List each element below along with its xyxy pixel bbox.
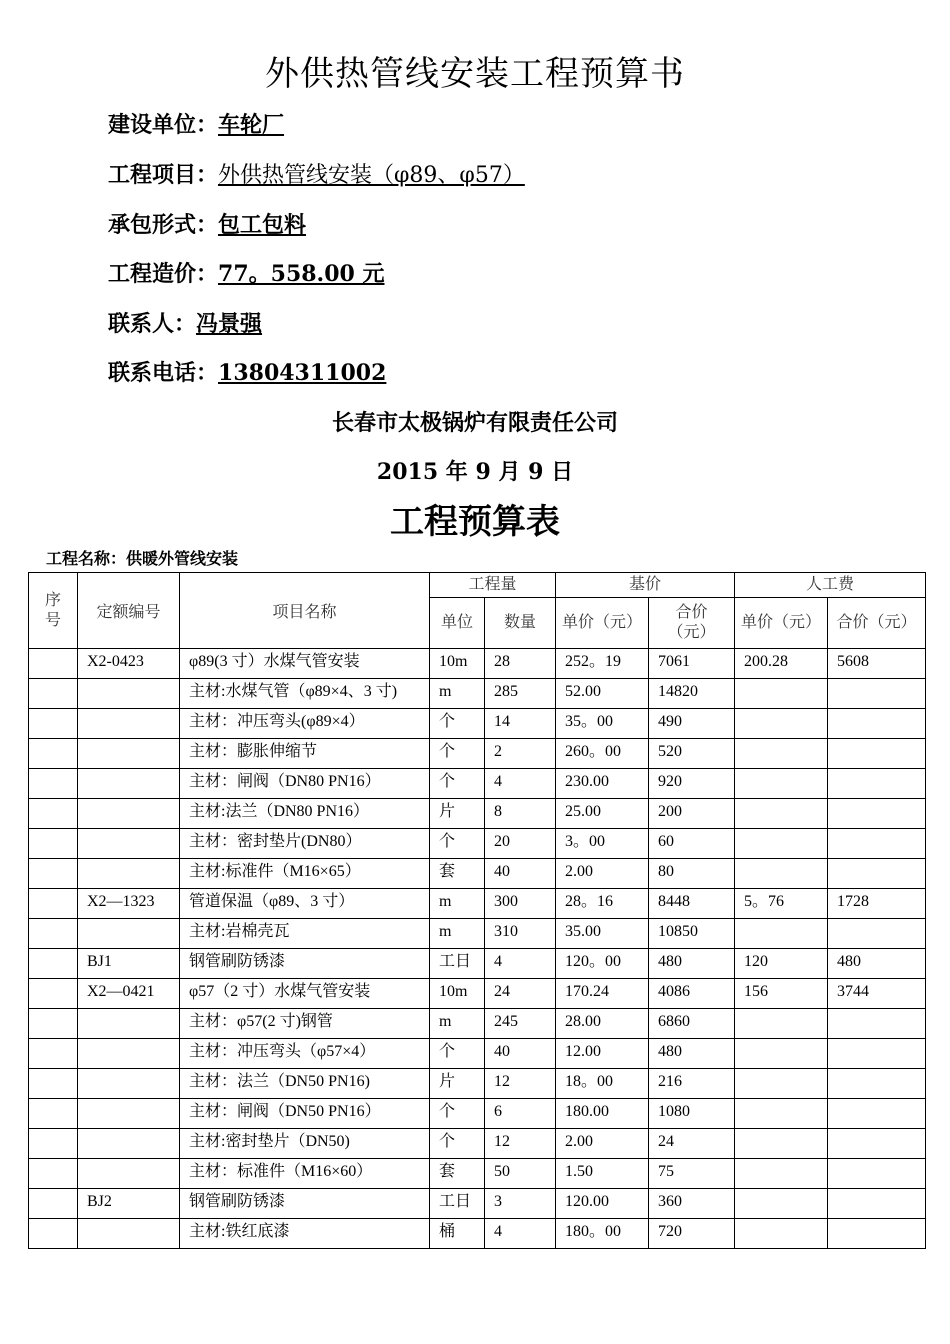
cell-item-name: 主材：冲压弯头（φ57×4） <box>180 1039 430 1069</box>
table-row <box>29 1129 926 1159</box>
info-label: 工程项目： <box>108 162 219 188</box>
cell-quota-code <box>78 1129 180 1159</box>
cell-total-price: 520 <box>649 739 735 769</box>
cell-seq <box>29 1189 78 1219</box>
info-value: 13804311002 <box>218 360 387 386</box>
cell-total-price: 216 <box>649 1069 735 1099</box>
cell-quota-code <box>78 829 180 859</box>
cell-unit-price: 252。19 <box>556 649 649 679</box>
cell-seq <box>29 1159 78 1189</box>
cell-item-name: 钢管刷防锈漆 <box>180 949 430 979</box>
table-header-row <box>29 573 926 598</box>
cell-unit-price: 25.00 <box>556 799 649 829</box>
cell-quantity: 14 <box>485 709 556 739</box>
cell-labor-total <box>828 679 926 709</box>
cell-labor-unit-price <box>735 799 828 829</box>
cell-unit: 个 <box>430 709 485 739</box>
info-value: 外供热管线安装（φ89、φ57） <box>218 163 525 188</box>
cell-seq <box>29 1069 78 1099</box>
cell-unit: 套 <box>430 1159 485 1189</box>
cell-unit: 套 <box>430 859 485 889</box>
cell-labor-unit-price <box>735 859 828 889</box>
cell-labor-unit-price <box>735 919 828 949</box>
cell-quota-code: BJ2 <box>78 1189 180 1219</box>
budget-table <box>28 572 926 1249</box>
cell-total-price: 80 <box>649 859 735 889</box>
cell-quota-code: BJ1 <box>78 949 180 979</box>
cell-labor-total <box>828 1189 926 1219</box>
cell-item-name: 主材：膨胀伸缩节 <box>180 739 430 769</box>
cell-labor-total <box>828 1219 926 1249</box>
cell-quota-code: X2—1323 <box>78 889 180 919</box>
cell-quantity: 245 <box>485 1009 556 1039</box>
cell-labor-total <box>828 709 926 739</box>
cell-labor-unit-price <box>735 1099 828 1129</box>
cell-quantity: 12 <box>485 1129 556 1159</box>
cell-labor-total: 5608 <box>828 649 926 679</box>
info-label: 联系人： <box>108 311 197 337</box>
header-item-name: 项目名称 <box>180 573 430 649</box>
cell-total-price: 6860 <box>649 1009 735 1039</box>
info-label: 工程造价： <box>108 261 219 287</box>
cell-labor-unit-price <box>735 679 828 709</box>
info-project-item <box>108 160 525 191</box>
cell-quantity: 50 <box>485 1159 556 1189</box>
header-labor-unit-price: 单价（元） <box>735 598 828 649</box>
header-unit: 单位 <box>430 598 485 649</box>
cell-seq <box>29 769 78 799</box>
cell-quantity: 3 <box>485 1189 556 1219</box>
cell-labor-total <box>828 1009 926 1039</box>
table-row <box>29 679 926 709</box>
cell-quantity: 4 <box>485 769 556 799</box>
table-body <box>29 649 926 1249</box>
table-row <box>29 739 926 769</box>
cell-quantity: 40 <box>485 859 556 889</box>
info-value: 车轮厂 <box>218 112 285 138</box>
cell-total-price: 10850 <box>649 919 735 949</box>
cell-seq <box>29 1039 78 1069</box>
cell-seq <box>29 1129 78 1159</box>
cell-labor-total <box>828 1039 926 1069</box>
project-name: 工程名称：供暖外管线安装 <box>46 549 239 568</box>
cell-unit-price: 28.00 <box>556 1009 649 1039</box>
cell-seq <box>29 889 78 919</box>
table-row <box>29 1189 926 1219</box>
cell-labor-total <box>828 799 926 829</box>
cell-unit-price: 1.50 <box>556 1159 649 1189</box>
cell-quantity: 310 <box>485 919 556 949</box>
cell-quota-code <box>78 709 180 739</box>
cell-labor-unit-price <box>735 1189 828 1219</box>
table-row <box>29 769 926 799</box>
cell-total-price: 14820 <box>649 679 735 709</box>
cell-quota-code <box>78 1099 180 1129</box>
cell-seq <box>29 1219 78 1249</box>
company-name: 长春市太极锅炉有限责任公司 <box>331 410 618 436</box>
cell-labor-unit-price: 5。76 <box>735 889 828 919</box>
cell-item-name: 主材:法兰（DN80 PN16） <box>180 799 430 829</box>
cell-unit: 片 <box>430 1069 485 1099</box>
cell-unit-price: 12.00 <box>556 1039 649 1069</box>
cell-unit-price: 180。00 <box>556 1219 649 1249</box>
cell-quantity: 4 <box>485 949 556 979</box>
table-row <box>29 709 926 739</box>
table-row <box>29 1069 926 1099</box>
cell-total-price: 480 <box>649 949 735 979</box>
header-labor-total: 合价（元） <box>828 598 926 649</box>
cell-unit: 10m <box>430 979 485 1009</box>
cell-quota-code <box>78 1009 180 1039</box>
cell-seq <box>29 649 78 679</box>
cell-unit-price: 18。00 <box>556 1069 649 1099</box>
cell-quantity: 8 <box>485 799 556 829</box>
cell-labor-total <box>828 739 926 769</box>
table-title: 工程预算表 <box>390 502 560 542</box>
cell-labor-unit-price: 156 <box>735 979 828 1009</box>
header-quantity-group: 工程量 <box>430 573 556 598</box>
cell-labor-unit-price <box>735 1129 828 1159</box>
cell-total-price: 1080 <box>649 1099 735 1129</box>
cell-total-price: 8448 <box>649 889 735 919</box>
document-title: 外供热管线安装工程预算书 <box>265 54 685 94</box>
cell-total-price: 200 <box>649 799 735 829</box>
cell-unit: 工日 <box>430 1189 485 1219</box>
cell-unit: m <box>430 919 485 949</box>
cell-labor-unit-price <box>735 1219 828 1249</box>
info-value: 包工包料 <box>218 212 307 238</box>
cell-quota-code <box>78 859 180 889</box>
cell-quota-code <box>78 799 180 829</box>
cell-seq <box>29 739 78 769</box>
cell-seq <box>29 1009 78 1039</box>
table-row <box>29 919 926 949</box>
cell-unit: 个 <box>430 1129 485 1159</box>
table-row <box>29 1159 926 1189</box>
cell-unit: m <box>430 889 485 919</box>
cell-labor-total <box>828 769 926 799</box>
cell-labor-total: 480 <box>828 949 926 979</box>
cell-quota-code <box>78 769 180 799</box>
cell-item-name: 主材：密封垫片(DN80） <box>180 829 430 859</box>
header-labor-cost-group: 人工费 <box>735 573 926 598</box>
cell-item-name: 主材：法兰（DN50 PN16) <box>180 1069 430 1099</box>
cell-quantity: 285 <box>485 679 556 709</box>
cell-labor-total: 3744 <box>828 979 926 1009</box>
cell-unit: m <box>430 1009 485 1039</box>
cell-quota-code: X2—0421 <box>78 979 180 1009</box>
cell-seq <box>29 1099 78 1129</box>
info-label: 建设单位： <box>108 112 219 138</box>
cell-unit: 个 <box>430 1099 485 1129</box>
cell-unit-price: 3。00 <box>556 829 649 859</box>
cell-unit-price: 170.24 <box>556 979 649 1009</box>
cell-unit: 桶 <box>430 1219 485 1249</box>
cell-unit: 个 <box>430 769 485 799</box>
cell-total-price: 720 <box>649 1219 735 1249</box>
cell-labor-total <box>828 859 926 889</box>
info-construction-unit <box>108 110 284 140</box>
document-date: 2015 年 9 月 9 日 <box>376 459 574 485</box>
info-project-cost <box>108 259 385 289</box>
cell-labor-unit-price <box>735 1009 828 1039</box>
cell-quantity: 20 <box>485 829 556 859</box>
cell-seq <box>29 829 78 859</box>
cell-labor-unit-price: 200.28 <box>735 649 828 679</box>
cell-unit-price: 120。00 <box>556 949 649 979</box>
header-total-price: 合价（元） <box>649 598 735 649</box>
cell-item-name: 主材：φ57(2 寸)钢管 <box>180 1009 430 1039</box>
cell-item-name: 主材：闸阀（DN80 PN16） <box>180 769 430 799</box>
table-row <box>29 649 926 679</box>
info-value: 77。558.00 元 <box>218 261 385 287</box>
cell-unit-price: 35。00 <box>556 709 649 739</box>
cell-total-price: 75 <box>649 1159 735 1189</box>
cell-labor-total: 1728 <box>828 889 926 919</box>
table-row <box>29 979 926 1009</box>
header-amount: 数量 <box>485 598 556 649</box>
cell-item-name: 主材:岩棉壳瓦 <box>180 919 430 949</box>
cell-labor-total <box>828 1099 926 1129</box>
cell-quota-code <box>78 919 180 949</box>
cell-labor-total <box>828 829 926 859</box>
info-contact-person <box>108 309 262 339</box>
cell-item-name: φ57（2 寸）水煤气管安装 <box>180 979 430 1009</box>
header-unit-price: 单价（元） <box>556 598 649 649</box>
cell-unit-price: 180.00 <box>556 1099 649 1129</box>
cell-unit: 片 <box>430 799 485 829</box>
cell-unit-price: 35.00 <box>556 919 649 949</box>
info-label: 承包形式： <box>108 212 219 238</box>
table-row <box>29 1219 926 1249</box>
cell-labor-total <box>828 1159 926 1189</box>
cell-labor-unit-price <box>735 1039 828 1069</box>
cell-labor-unit-price <box>735 1069 828 1099</box>
cell-quantity: 2 <box>485 739 556 769</box>
cell-quantity: 28 <box>485 649 556 679</box>
cell-total-price: 7061 <box>649 649 735 679</box>
info-value: 冯景强 <box>196 311 263 337</box>
cell-labor-unit-price: 120 <box>735 949 828 979</box>
cell-item-name: 主材:密封垫片（DN50) <box>180 1129 430 1159</box>
cell-total-price: 490 <box>649 709 735 739</box>
cell-item-name: 主材:标准件（M16×65） <box>180 859 430 889</box>
header-base-price-group: 基价 <box>556 573 735 598</box>
cell-quantity: 40 <box>485 1039 556 1069</box>
cell-labor-total <box>828 1129 926 1159</box>
cell-unit-price: 28。16 <box>556 889 649 919</box>
table-row <box>29 859 926 889</box>
cell-unit-price: 120.00 <box>556 1189 649 1219</box>
cell-seq <box>29 799 78 829</box>
cell-item-name: 主材：闸阀（DN50 PN16） <box>180 1099 430 1129</box>
cell-item-name: 主材:铁红底漆 <box>180 1219 430 1249</box>
cell-unit-price: 52.00 <box>556 679 649 709</box>
cell-item-name: 管道保温（φ89、3 寸） <box>180 889 430 919</box>
cell-quota-code <box>78 679 180 709</box>
cell-item-name: 主材：标准件（M16×60） <box>180 1159 430 1189</box>
cell-item-name: 钢管刷防锈漆 <box>180 1189 430 1219</box>
cell-labor-unit-price <box>735 709 828 739</box>
cell-total-price: 24 <box>649 1129 735 1159</box>
cell-quantity: 4 <box>485 1219 556 1249</box>
info-contact-phone <box>108 358 386 388</box>
table-row <box>29 1039 926 1069</box>
cell-seq <box>29 919 78 949</box>
cell-total-price: 480 <box>649 1039 735 1069</box>
cell-labor-unit-price <box>735 829 828 859</box>
header-quota-code: 定额编号 <box>78 573 180 649</box>
cell-item-name: 主材：冲压弯头(φ89×4） <box>180 709 430 739</box>
cell-quota-code <box>78 1039 180 1069</box>
cell-item-name: φ89(3 寸）水煤气管安装 <box>180 649 430 679</box>
cell-seq <box>29 679 78 709</box>
cell-unit: m <box>430 679 485 709</box>
cell-seq <box>29 949 78 979</box>
cell-unit-price: 2.00 <box>556 1129 649 1159</box>
table-row <box>29 1009 926 1039</box>
cell-unit: 个 <box>430 1039 485 1069</box>
table-row <box>29 949 926 979</box>
cell-seq <box>29 859 78 889</box>
info-contract-form <box>108 210 306 240</box>
cell-quota-code: X2-0423 <box>78 649 180 679</box>
cell-unit: 个 <box>430 739 485 769</box>
cell-unit: 10m <box>430 649 485 679</box>
cell-seq <box>29 979 78 1009</box>
cell-quota-code <box>78 739 180 769</box>
cell-unit-price: 2.00 <box>556 859 649 889</box>
cell-labor-unit-price <box>735 769 828 799</box>
cell-unit: 工日 <box>430 949 485 979</box>
cell-quota-code <box>78 1159 180 1189</box>
table-row <box>29 889 926 919</box>
cell-labor-total <box>828 919 926 949</box>
table-row <box>29 799 926 829</box>
cell-total-price: 60 <box>649 829 735 859</box>
cell-total-price: 360 <box>649 1189 735 1219</box>
cell-labor-unit-price <box>735 1159 828 1189</box>
cell-unit-price: 230.00 <box>556 769 649 799</box>
cell-item-name: 主材:水煤气管（φ89×4、3 寸) <box>180 679 430 709</box>
cell-quota-code <box>78 1069 180 1099</box>
cell-total-price: 4086 <box>649 979 735 1009</box>
header-seq: 序号 <box>29 573 78 649</box>
table-row <box>29 1099 926 1129</box>
cell-quota-code <box>78 1219 180 1249</box>
cell-quantity: 24 <box>485 979 556 1009</box>
cell-unit: 个 <box>430 829 485 859</box>
cell-quantity: 12 <box>485 1069 556 1099</box>
cell-labor-unit-price <box>735 739 828 769</box>
info-label: 联系电话： <box>108 360 219 386</box>
cell-total-price: 920 <box>649 769 735 799</box>
cell-labor-total <box>828 1069 926 1099</box>
cell-quantity: 6 <box>485 1099 556 1129</box>
table-row <box>29 829 926 859</box>
cell-quantity: 300 <box>485 889 556 919</box>
cell-seq <box>29 709 78 739</box>
cell-unit-price: 260。00 <box>556 739 649 769</box>
